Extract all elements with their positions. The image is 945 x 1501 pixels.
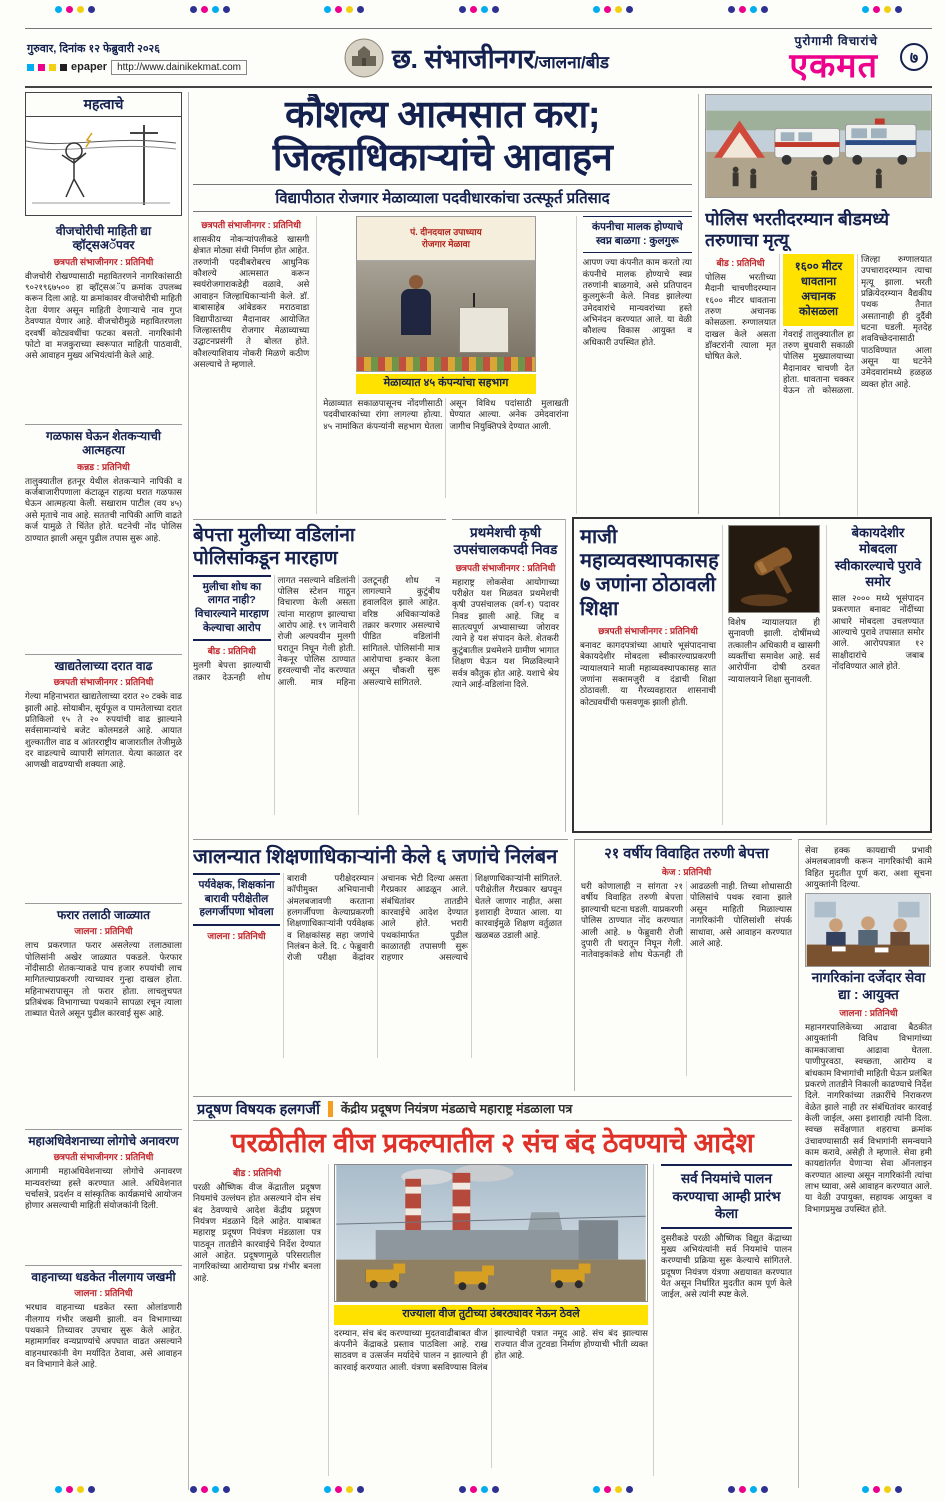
commissioner-story <box>798 839 932 1488</box>
registration-dot-group <box>324 6 364 15</box>
parli-body-3: दुसरीकडे परळी औष्णिक विद्युत केंद्राच्या मुख्य अभियंत्यांनी सर्व नियमांचे पालन करण्याची प्रक्रिया सुरू केल्याचे सांगितले. प्रदूषण नियंत्रण यंत्रणा अद्ययावत करण्यात येत असून निर्धारित मुदतीत काम पूर्ण केले जाईल, असे त्यांनी स्पष्ट केले. <box>661 1232 792 1300</box>
court-column-main <box>580 525 719 825</box>
banner-line-2: रोजगार मेळावा <box>421 238 471 249</box>
cmyk-mark-icon <box>38 64 45 71</box>
article-headline: फरार तलाठी जाळ्यात <box>56 908 150 922</box>
page-header <box>25 28 932 88</box>
suspension-byline: जालना : प्रतिनिधी <box>207 930 266 941</box>
meeting-photo <box>805 893 931 967</box>
registration-dot-group <box>55 6 95 15</box>
registration-dot-group <box>324 1486 364 1495</box>
lead-photo <box>356 216 536 372</box>
article-body: भरधाव वाहनाच्या धडकेत रस्ता ओलांडणारी नीलगाय गंभीर जखमी झाली. वन विभागाच्या पथकाने तिच्यावर उपचार सुरू केले आहेत. महामार्गावर वन्यप्राण्यांचे अपघात वाढत असल्याने वाहनधारकांनी वेग मर्यादित ठेवावा, असे आवाहन वन विभागाने केले आहे. <box>25 1302 182 1370</box>
pollution-strip-text: केंद्रीय प्रदूषण नियंत्रण मंडळाचे महाराष्ट्र मंडळाला पत्र <box>340 1102 573 1116</box>
edition-emblem-icon <box>344 38 384 78</box>
article-byline: छत्रपती संभाजीनगर : प्रतिनिधी <box>53 677 154 688</box>
registration-dot-group <box>862 6 902 15</box>
missing-girl-byline: बीड : प्रतिनिधी <box>207 646 256 657</box>
missing-woman-story <box>574 839 792 1091</box>
lead-subhead: विद्यापीठात रोजगार मेळाव्याला पदवीधारकांचा उत्स्फूर्त प्रतिसाद <box>193 184 692 212</box>
page-number: ७ <box>900 43 928 71</box>
court-sub-headline: बेकायदेशीर मोबदला स्वीकारल्याचे पुरावे समोर <box>834 525 922 589</box>
speaker-scene <box>357 261 535 357</box>
police-ground-photo <box>705 94 932 198</box>
suspension-headline: जालन्यात शिक्षणाधिकाऱ्यांनी केले ६ जणांचे निलंबन <box>193 846 558 868</box>
registration-marks-bottom <box>25 1486 932 1495</box>
lead-column-left <box>193 216 309 514</box>
parli-byline: बीड : प्रतिनिधी <box>232 1168 282 1179</box>
parli-columns <box>193 1164 792 1476</box>
police-body-1: पोलिस भरतीच्या मैदानी चाचणीदरम्यान १६०० मीटर धावताना तरुण अचानक कोसळला. रुग्णालयात दाखल केले असता डॉक्टरांनी त्याला मृत घोषित केले. <box>705 272 776 362</box>
cartoon-illustration <box>26 117 176 209</box>
cmyk-mark-icon <box>49 64 56 71</box>
stage-flowers <box>357 357 535 371</box>
lead-headline: कौशल्य आत्मसात करा; जिल्हाधिकाऱ्यांचे आवाहन <box>272 94 613 179</box>
gavel-photo <box>728 525 820 613</box>
missing-woman-columns <box>581 881 792 1076</box>
article-byline: कन्नड : प्रतिनिधी <box>77 461 130 472</box>
sidebar-article <box>25 220 182 420</box>
sidebar-article <box>25 1265 182 1490</box>
parli-power-story <box>193 1124 792 1488</box>
parli-body-2: दरम्यान, संच बंद करण्याच्या मुदतवाढीबाबत वीज कंपनीने केंद्राकडे प्रस्ताव पाठविला आहे. राख साठवण व उत्सर्जन मर्यादेचे पालन न झाल्याने ही कारवाई करण्यात आली. यंत्रणा बसविण्यास विलंब झाल्याचेही पत्रात नमूद आहे. संच बंद झाल्यास राज्यात वीज तुटवडा निर्माण होण्याची भीती व्यक्त होत आहे. <box>334 1327 648 1372</box>
registration-dot-group <box>459 1486 499 1495</box>
court-column-sub <box>826 525 924 825</box>
edition-title: छ. संभाजीनगर <box>392 44 534 74</box>
pollution-strip-label: प्रदूषण विषयक हलगर्जी <box>197 1101 320 1118</box>
registration-dot-group <box>728 6 768 15</box>
parli-headline: परळीतील वीज प्रकल्पातील २ संच बंद ठेवण्याचे आदेश <box>231 1128 754 1158</box>
header-left <box>27 41 277 75</box>
missing-girl-story <box>193 519 446 832</box>
edition-title-block <box>277 38 676 78</box>
parli-column-middle <box>328 1164 654 1476</box>
registration-marks-top <box>25 6 932 15</box>
masthead-block <box>676 32 926 83</box>
missing-woman-byline: केज : प्रतिनिधी <box>661 867 712 878</box>
date-line: गुरुवार, दिनांक १२ फेब्रुवारी २०२६ <box>27 42 161 55</box>
website-link[interactable]: http://www.dainikekmat.com <box>111 60 247 75</box>
court-colum​ns <box>580 525 924 825</box>
pollution-strip <box>193 1096 792 1121</box>
parli-highlight: राज्याला वीज तुटीच्या उंबरठ्यावर नेऊन ठेवले <box>334 1305 648 1325</box>
suspension-deck: पर्यवेक्षक, शिक्षकांना बारावी परीक्षेतील हलगर्जीपणा भोवला <box>193 873 280 926</box>
article-headline: महाअधिवेशनाच्या लोगोचे अनावरण <box>28 1134 179 1148</box>
suspension-body: बारावी परीक्षेदरम्यान कॉपीमुक्त अभियानाची अंमलबजावणी करताना हलगर्जीपणा केल्याप्रकरणी शिक्षणाधिकाऱ्यांनी पर्यवेक्षक व शिक्षकांसह सहा जणांचे निलंबन केले. दि. ८ फेब्रुवारी रोजी परीक्षा केंद्रांवर अचानक भेटी दिल्या असता गैरप्रकार आढळून आले. संबंधितांवर तातडीने कारवाईचे आदेश देण्यात आले होते. भरारी पथकांमार्फत पुढील काळातही तपासणी सुरू राहणार असल्याचे शिक्षणाधिकाऱ्यांनी सांगितले. परीक्षेतील गैरप्रकार खपवून घेतले जाणार नाहीत, असा इशाराही देण्यात आला. या कारवाईमुळे शिक्षण वर्तुळात खळबळ उडाली आहे. <box>287 873 562 963</box>
court-verdict-story <box>572 517 932 833</box>
event-banner <box>357 217 535 261</box>
court-headline: माजी महाव्यवस्थापकासह ७ जणांना ठोठावली शिक्षा <box>580 526 719 620</box>
sidebar-article <box>25 424 182 650</box>
missing-girl-headline: बेपत्ता मुलीच्या वडिलांना पोलिसांकडून मारहाण <box>193 525 355 569</box>
police-headline: पोलिस भरतीदरम्यान बीडमध्ये तरुणाचा मृत्यू <box>705 209 890 250</box>
suspension-story <box>193 839 568 1091</box>
masthead: एकमत <box>789 47 878 85</box>
photo-caption-strip: मेळाव्यात ४५ कंपन्यांचा सहभाग <box>356 374 536 394</box>
registration-dot-group <box>190 6 230 15</box>
article-byline: जालना : प्रतिनिधी <box>74 1288 133 1299</box>
article-byline: छत्रपती संभाजीनगर : प्रतिनिधी <box>53 1152 154 1163</box>
parli-sub-headline: सर्व नियमांचे पालन करण्याचा आम्ही प्रारंभ केला <box>661 1164 792 1229</box>
article-body: लाच प्रकरणात फरार असलेल्या तलाठ्याला पोलिसांनी अखेर जाळ्यात पकडले. फेरफार नोंदीसाठी शेतकऱ्याकडे पाच हजार रुपयांची लाच मागितल्याप्रकरणी त्याच्यावर गुन्हा दाखल होता. महिनाभरापासून तो फरार होता. लाचलुचपत प्रतिबंधक विभागाच्या पथकाने सापळा रचून त्याला ताब्यात घेतले असून पुढील कारवाई सुरू आहे. <box>25 940 182 1019</box>
commissioner-byline: जालना : प्रतिनिधी <box>839 1008 898 1019</box>
cmyk-mark-icon <box>27 64 34 71</box>
lead-byline: छत्रपती संभाजीनगर : प्रतिनिधी <box>201 220 301 231</box>
commissioner-headline: नागरिकांना दर्जेदार सेवा द्या : आयुक्त <box>811 970 926 1003</box>
epaper-label[interactable]: epaper <box>71 61 108 73</box>
lead-body-2: मेळाव्यात सकाळपासूनच नोंदणीसाठी पदवीधारकांच्या रांगा लागल्या होत्या. ४५ नामांकित कंपन्यांनी सहभाग घेतला असून विविध पदांसाठी मुलाखती घेण्यात आल्या. अनेक उमेदवारांना जागीच नियुक्तिपत्रे देण्यात आली. <box>323 397 569 431</box>
police-body-columns <box>705 254 932 516</box>
article-headline: वीजचोरीची माहिती द्या व्हॉट्सअॅपवर <box>55 224 152 253</box>
registration-dot-group <box>459 6 499 15</box>
article-byline: छत्रपती संभाजीनगर : प्रतिनिधी <box>53 256 154 267</box>
left-sidebar <box>25 92 189 1490</box>
police-recruitment-story <box>705 94 932 516</box>
article-headline: वाहनाच्या धडकेत नीलगाय जखमी <box>31 1270 176 1284</box>
parli-column-right <box>661 1164 792 1476</box>
strip-separator <box>328 1101 333 1117</box>
missing-girl-deck: मुलीचा शोध का लागत नाही? विचारल्याने मारहाण केल्याचा आरोप <box>193 575 271 642</box>
power-plant-photo <box>334 1164 648 1302</box>
missing-girl-columns <box>193 575 440 815</box>
article-body: तालुक्यातील हतनूर येथील शेतकऱ्याने नापिकी व कर्जबाजारीपणाला कंटाळून राहत्या घरात गळफास घेऊन आत्महत्या केली. सखाराम पाटील (वय ४५) असे मृताचे नाव आहे. सततची नापिकी आणि वाढते कर्ज यामुळे ते चिंतेत होते. घटनेची नोंद पोलिस ठाण्यात झाली असून पुढील तपास सुरू आहे. <box>25 475 182 543</box>
speaker-silhouette <box>401 289 431 335</box>
lead-body-3: आपण ज्या कंपनीत काम करतो त्या कंपनीचे मालक होण्याचे स्वप्न तरुणांनी बाळगावे, असे प्रतिपादन कुलगुरूंनी केले. निवड झालेल्या उमेदवारांचे मान्यवरांच्या हस्ते अभिनंदन करण्यात आले. या वेळी कौशल्य विकास आयुक्त व अधिकारी उपस्थित होते. <box>582 257 692 347</box>
sidebar-article <box>25 903 182 1125</box>
speaker-head <box>409 275 423 289</box>
court-byline: छत्रपती संभाजीनगर : प्रतिनिधी <box>598 626 698 636</box>
commissioner-body: महानगरपालिकेच्या आढावा बैठकीत आयुक्तांनी विविध विभागांच्या कामकाजाचा आढावा घेतला. पाणीपुरवठा, स्वच्छता, आरोग्य व बांधकाम विभागांची माहिती घेऊन प्रलंबित प्रकरणे तातडीने निकाली काढण्याचे निर्देश दिले. नागरिकांच्या तक्रारींचे निराकरण वेळेत झाले नाही तर संबंधितांवर कारवाई केली जाईल, असा इशाराही त्यांनी दिला. स्वच्छ सर्वेक्षणात शहराचा क्रमांक उंचावण्यासाठी सर्व विभागांनी समन्वयाने काम करावे, असेही ते म्हणाले. सेवा हमी कायद्यांतर्गत येणाऱ्या सेवा ऑनलाइन करण्यात आल्या असून नागरिकांनी त्यांचा लाभ घ्यावा, असे आवाहन करण्यात आले. या वेळी उपायुक्त, सहायक आयुक्त व विभागप्रमुख उपस्थित होते. <box>805 1022 932 1214</box>
registration-dot-group <box>593 1486 633 1495</box>
missing-woman-headline: २१ वर्षीय विवाहित तरुणी बेपत्ता <box>604 846 769 862</box>
article-headline: गळफास घेऊन शेतकऱ्याची आत्महत्या <box>46 429 161 458</box>
commissioner-intro: सेवा हक्क कायद्याची प्रभावी अंमलबजावणी करून नागरिकांची कामे विहित मुदतीत पूर्ण करा, अशा सूचना आयुक्तांनी दिल्या. <box>805 845 932 890</box>
registration-dot-group <box>593 6 633 15</box>
court-body-1: बनावट कागदपत्रांच्या आधारे भूसंपादनाचा बेकायदेशीर मोबदला स्वीकारल्याप्रकरणी न्यायालयाने माजी महाव्यवस्थापकासह सात जणांना सक्तमजुरी व दंडाची शिक्षा ठोठावली. या गैरव्यवहारात शासनाची कोट्यवधींची फसवणूक झाली होती. <box>580 640 716 707</box>
masthead-tagline: पुरोगामी विचारांचे <box>794 34 878 48</box>
lead-columns <box>193 216 692 514</box>
court-column-photo <box>722 525 820 825</box>
pull-quote: कंपनीचा मालक होण्याचे स्वप्न बाळगा : कुलगुरू <box>583 216 692 253</box>
court-body-2: विशेष न्यायालयात ही सुनावणी झाली. दोषींमध्ये तत्कालीन अधिकारी व खासगी व्यक्तींचा समावेश आहे. सर्व आरोपींना दोषी ठरवत न्यायालयाने शिक्षा सुनावली. <box>728 617 820 684</box>
banner-line-1: पं. दीनदयाल उपाध्याय <box>410 226 482 237</box>
court-sub-body: साल २००० मध्ये भूसंपादन प्रकरणात बनावट नोंदींच्या आधारे मोबदला उचलण्यात आल्याचे पुरावे तपासात समोर आले. आरोपपत्रात १२ साक्षीदारांचे जबाब नोंदविण्यात आले होते. <box>832 593 924 672</box>
edition-subtitle: /जालना/बीड <box>533 53 609 72</box>
epaper-row <box>27 60 277 75</box>
article-body: आगामी महाअधिवेशनाच्या लोगोचे अनावरण मान्यवरांच्या हस्ते करण्यात आले. अधिवेशनात चर्चासत्रे, प्रदर्शन व सांस्कृतिक कार्यक्रमांचे आयोजन होणार असल्याची माहिती संयोजकांनी दिली. <box>25 1166 182 1211</box>
sidebar-article <box>25 654 182 899</box>
registration-dot-group <box>190 1486 230 1495</box>
police-highlight: १६०० मीटर धावताना अचानक कोसळला <box>783 254 854 326</box>
lead-column-middle <box>316 216 568 514</box>
podium <box>459 307 509 353</box>
prathamesh-body: महाराष्ट्र लोकसेवा आयोगाच्या परीक्षेत यश मिळवत प्रथमेशची कृषी उपसंचालक (वर्ग-१) पदावर निवड झाली आहे. जिद्द व सातत्यपूर्ण अभ्यासाच्या जोरावर त्याने हे यश संपादन केले. शेतकरी कुटुंबातील प्रथमेशने ग्रामीण भागात शिक्षण घेऊन यश मिळविल्याने सर्वत्र कौतुक होत आहे. यशाचे श्रेय त्याने आई-वडिलांना दिले. <box>452 576 559 689</box>
important-box-title: महत्वाचे <box>26 93 181 117</box>
important-box <box>25 92 182 216</box>
article-byline: जालना : प्रतिनिधी <box>74 926 133 937</box>
police-body-2: गेवराई तालुक्यातील हा तरुण बुधवारी सकाळी पोलिस मुख्यालयाच्या मैदानावर चाचणी देत होता. धावताना चक्कर येऊन तो कोसळला. जिल्हा रुग्णालयात उपचारादरम्यान त्याचा मृत्यू झाला. भरती प्रक्रियेदरम्यान वैद्यकीय पथक तैनात असतानाही ही दुर्दैवी घटना घडली. मृतदेह शवविच्छेदनासाठी पाठविण्यात आला असून या घटनेने उमेदवारांमध्ये हळहळ व्यक्त होत आहे. <box>783 254 932 396</box>
lead-story <box>193 94 699 514</box>
article-body: वीजचोरी रोखण्यासाठी महावितरणने नागरिकांसाठी ९०२१९६७५०० हा व्हॉट्सअॅप क्रमांक उपलब्ध करून दिला आहे. या क्रमांकावर वीजचोरीची माहिती देता येणार असून माहिती देणाऱ्याचे नाव गुप्त ठेवण्यात येणार आहे. वीजचोरीमुळे महावितरणला दरवर्षी कोट्यवधींचा फटका बसतो. नागरिकांनी फोटो वा मजकुराच्या स्वरूपात माहिती पाठवावी, असे आवाहन मुख्य अभियंत्यांनी केले आहे. <box>25 270 182 361</box>
registration-dot-group <box>862 1486 902 1495</box>
missing-girl-body: मुलगी बेपत्ता झाल्याची तक्रार देऊनही शोध लागत नसल्याने वडिलांनी पोलिस स्टेशन गाठून विचारणा केली असता त्यांना मारहाण झाल्याचा आरोप आहे. १९ जानेवारी रोजी अल्पवयीन मुलगी घरातून निघून गेली होती. नेकनूर पोलिस ठाण्यात हरवल्याची नोंद करण्यात आली. मात्र महिना उलटूनही शोध न लागल्याने कुटुंबीय हवालदिल झाले आहेत. वरिष्ठ अधिकाऱ्यांकडे तक्रार करणार असल्याचे पीडित वडिलांनी सांगितले. पोलिसांनी मात्र आरोपाचा इन्कार केला असून चौकशी सुरू असल्याचे सांगितले. <box>193 574 440 687</box>
prathamesh-story <box>452 519 566 832</box>
article-body: गेल्या महिनाभरात खाद्यतेलाच्या दरात २० टक्के वाढ झाली आहे. सोयाबीन, सूर्यफूल व पामतेलाच्या दरात प्रतिकिलो १५ ते २० रुपयांची वाढ झाल्याने सर्वसामान्यांचे बजेट कोलमडले आहे. आयात शुल्कातील वाढ व आंतरराष्ट्रीय बाजारातील तेजीमुळे दर वाढल्याचे व्यापारी सांगतात. येत्या काळात दर आणखी वाढण्याची शक्यता आहे. <box>25 691 182 770</box>
article-headline: खाद्यतेलाच्या दरात वाढ <box>54 659 153 673</box>
sidebar-article <box>25 1129 182 1261</box>
lead-column-right <box>576 216 692 514</box>
police-byline: बीड : प्रतिनिधी <box>716 258 765 268</box>
prathamesh-headline: प्रथमेशची कृषी उपसंचालकपदी निवड <box>453 525 558 557</box>
missing-woman-body: घरी कोणालाही न सांगता २१ वर्षीय विवाहित तरुणी बेपत्ता झाल्याची घटना घडली. याप्रकरणी पोलिस ठाण्यात नोंद करण्यात आली आहे. ७ फेब्रुवारी रोजी दुपारी ती घरातून निघून गेली. नातेवाइकांकडे शोध घेऊनही ती आढळली नाही. तिच्या शोधासाठी पोलिसांचे पथक रवाना झाले असून माहिती मिळाल्यास नागरिकांनी पोलिसांशी संपर्क साधावा, असे आवाहन करण्यात आले आहे. <box>581 881 792 960</box>
registration-dot-group <box>55 1486 95 1495</box>
parli-body-1: परळी औष्णिक वीज केंद्रातील प्रदूषण नियमांचे उल्लंघन होत असल्याने दोन संच बंद ठेवण्याचे आदेश केंद्रीय प्रदूषण नियंत्रण मंडळाने दिले आहेत. याबाबत महाराष्ट्र प्रदूषण नियंत्रण मंडळाला पत्र पाठवून तातडीने कारवाईचे निर्देश देण्यात आले आहेत. प्रदूषणामुळे परिसरातील नागरिकांच्या आरोग्याचा प्रश्न गंभीर बनला आहे. <box>193 1182 321 1283</box>
prathamesh-byline: छत्रपती संभाजीनगर : प्रतिनिधी <box>455 562 556 573</box>
suspension-columns <box>193 873 562 1058</box>
registration-dot-group <box>728 1486 768 1495</box>
cmyk-mark-icon <box>60 64 67 71</box>
lead-body-1: शासकीय नोकऱ्यांपलीकडे खासगी क्षेत्रात मोठ्या संधी निर्माण होत आहेत. तरुणांनी पदवीबरोबरच आधुनिक कौशल्ये आत्मसात करून स्वयंरोजगाराकडेही वळावे, असे आवाहन जिल्हाधिकाऱ्यांनी केले. डॉ. बाबासाहेब आंबेडकर मराठवाडा विद्यापीठाच्या मैदानावर आयोजित जिल्हास्तरीय रोजगार मेळाव्याच्या उद्घाटनप्रसंगी ते बोलत होते. कौशल्याशिवाय नोकरी मिळणे कठीण असल्याचे ते म्हणाले. <box>193 234 310 369</box>
parli-column-left <box>193 1164 321 1476</box>
